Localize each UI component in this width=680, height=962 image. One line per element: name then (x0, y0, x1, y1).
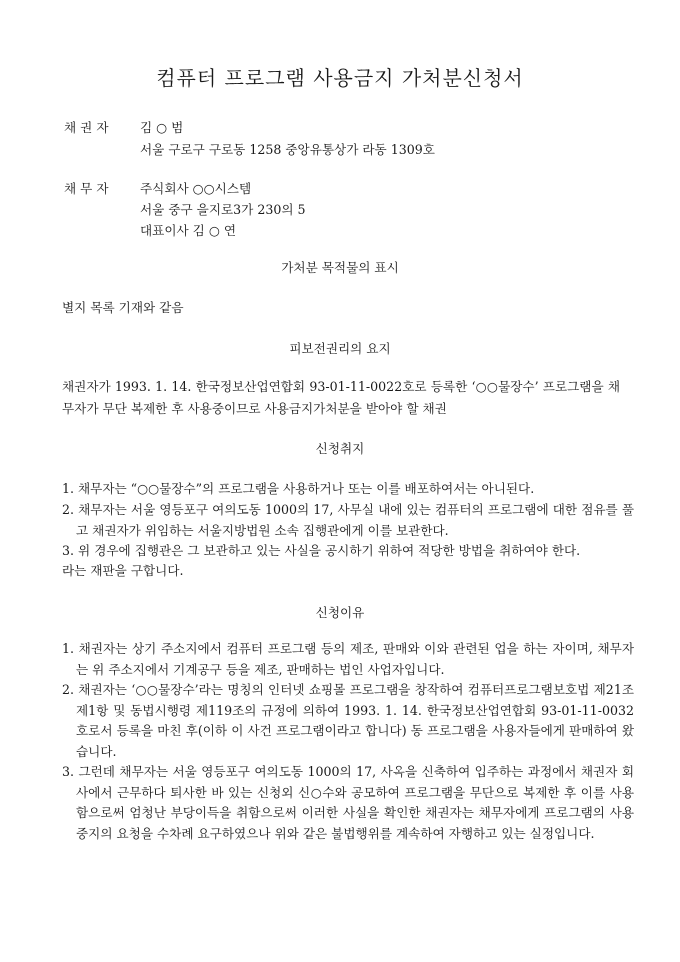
debtor-address: 서울 중구 을지로3가 230의 5 (140, 202, 306, 217)
reason-item-3: 3. 그런데 채무자는 서울 영등포구 여의도동 1000의 17, 사옥을 신축하여 입주하는 과정에서 채권자 회사에서 근무하다 퇴사한 바 있는 신청외 신○수와 공모하여 프로그램을 무단으로 복제한 후 이를 사용함으로써 엄청난 부당이득을 취함으로써 이러한 사실을 확인한 채권자는 채무자에게 프로그램의 사용중지의 요청을 수차례 요구하였으나 위와 같은 불법행위를 계속하여 자행하고 있는 실정입니다. (62, 764, 634, 841)
debtor-name: 주식회사 ○○시스템 (140, 181, 252, 196)
purpose-item-2: 2. 채무자는 서울 영등포구 여의도동 1000의 17, 사무실 내에 있는 컴퓨터의 프로그램에 대한 점유를 풀고 채권자가 위임하는 서울지방법원 소속 집행관에게 이를 보관한다. (62, 502, 634, 538)
purpose-item-3: 3. 위 경우에 집행관은 그 보관하고 있는 사실을 공시하기 위하여 적당한 방법을 취하여야 한다. (62, 543, 581, 558)
creditor-address: 서울 구로구 구로동 1258 중앙유통상가 라동 1309호 (140, 142, 435, 157)
right-text: 채권자가 1993. 1. 14. 한국정보산업연합회 93-01-11-0022호로 등록한 ‘○○물장수’ 프로그램을 채무자가 무단 복제한 후 사용중이므로 사용금지가처분을 받아야 할 채권 (62, 379, 620, 416)
reason-item-2: 2. 채권자는 ‘○○물장수’라는 명칭의 인터넷 쇼핑몰 프로그램을 창작하여 컴퓨터프로그램보호법 제21조 제1항 및 동법시행령 제119조의 규정에 의하여 1993. 1. 14. 한국정보산업연합회 93-01-11-0032호로서 등록을 마친 후(이하 이 사건 프로그램이라고 합니다) 동 프로그램을 사용자들에게 판매하여 왔습니다. (62, 682, 634, 759)
reason-heading: 신청이유 (315, 605, 365, 620)
document-title: 컴퓨터 프로그램 사용금지 가처분신청서 (156, 66, 524, 90)
reason-item-1: 1. 채권자는 상기 주소지에서 컴퓨터 프로그램 등의 제조, 판매와 이와 관련된 업을 하는 자이며, 채무자는 위 주소지에서 기계공구 등을 제조, 판매하는 법인 사업자입니다. (62, 641, 634, 677)
debtor-representative: 대표이사 김 ○ 연 (140, 223, 236, 238)
right-heading: 피보전권리의 요지 (289, 341, 391, 356)
creditor-name: 김 ○ 범 (140, 120, 184, 135)
purpose-heading: 신청취지 (315, 441, 365, 456)
object-text: 별지 목록 기재와 같음 (62, 300, 184, 315)
creditor-label: 채 권 자 (64, 120, 109, 135)
purpose-item-1: 1. 채무자는 “○○물장수”의 프로그램을 사용하거나 또는 이를 배포하여서는 아니된다. (62, 481, 535, 496)
purpose-closing: 라는 재판을 구합니다. (62, 563, 184, 578)
debtor-label: 채 무 자 (64, 181, 109, 196)
object-heading: 가처분 목적물의 표시 (281, 260, 399, 275)
